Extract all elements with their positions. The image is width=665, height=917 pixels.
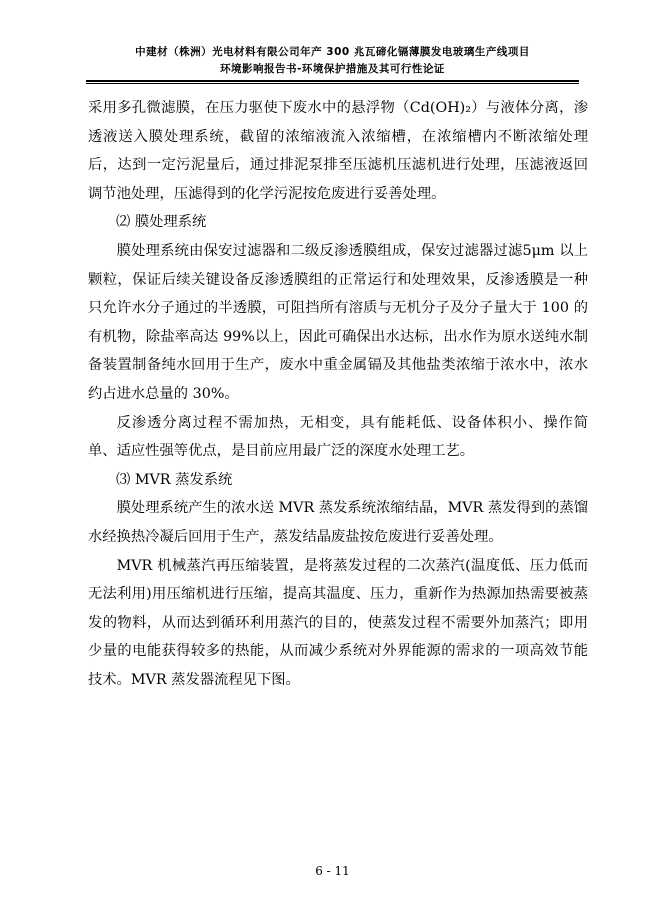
paragraph-membrane-system: 膜处理系统由保安过滤器和二级反渗透膜组成，保安过滤器过滤5μm 以上颗粒，保证后续关键设备反渗透膜组的正常运行和处理效果，反渗透膜是一种只允许水分子通过的半透膜，可阻挡所有溶质与无机分子及分子量大于 100 的有机物，除盐率高达 99%以上，因此可确保出水达标，出水作为原水送纯水制备装置制备纯水回用于生产，废水中重金属镉及其他盐类浓缩于浓水中，浓水约占进水总量的 30%。 bbox=[88, 242, 588, 402]
paragraph-mvr-detail: MVR 机械蒸汽再压缩装置，是将蒸发过程的二次蒸汽(温度低、压力低而无法利用)用压缩机进行压缩，提高其温度、压力，重新作为热源加热需要被蒸发的物料，从而达到循环利用蒸汽的目的，使蒸发过程不需要外加蒸汽；即用少量的电能获得较多的热能，从而减少系统对外界能源的需求的一项高效节能技术。MVR 蒸发器流程见下图。 bbox=[88, 557, 588, 688]
section-heading-mvr: ⑶ MVR 蒸发系统 bbox=[116, 471, 233, 488]
header-title-line1: 中建材（株洲）光电材料有限公司年产 300 兆瓦碲化镉薄膜发电玻璃生产线项目 bbox=[135, 46, 530, 58]
paragraph-mvr-intro: 膜处理系统产生的浓水送 MVR 蒸发系统浓缩结晶，MVR 蒸发得到的蒸馏水经换热冷凝后回用于生产，蒸发结晶废盐按危废进行妥善处理。 bbox=[88, 500, 588, 545]
page-header bbox=[0, 44, 665, 78]
document-body bbox=[88, 94, 588, 694]
header-title-line2: 环境影响报告书-环境保护措施及其可行性论证 bbox=[220, 63, 445, 75]
paragraph-microfiltration: 采用多孔微滤膜，在压力驱使下废水中的悬浮物（Cd(OH)₂）与液体分离，渗透液送入膜处理系统，截留的浓缩液流入浓缩槽，在浓缩槽内不断浓缩处理后，达到一定污泥量后，通过排泥泵排至压滤机压滤机进行处理，压滤液返回调节池处理，压滤得到的化学污泥按危废进行妥善处理。 bbox=[88, 100, 588, 202]
header-divider-thin bbox=[86, 83, 579, 84]
section-heading-membrane: ⑵ 膜处理系统 bbox=[116, 214, 207, 231]
paragraph-reverse-osmosis: 反渗透分离过程不需加热，无相变，具有能耗低、设备体积小、操作简单、适应性强等优点，是目前应用最广泛的深度水处理工艺。 bbox=[88, 414, 588, 460]
page-number: 6 - 11 bbox=[315, 864, 350, 878]
header-divider bbox=[86, 80, 579, 82]
